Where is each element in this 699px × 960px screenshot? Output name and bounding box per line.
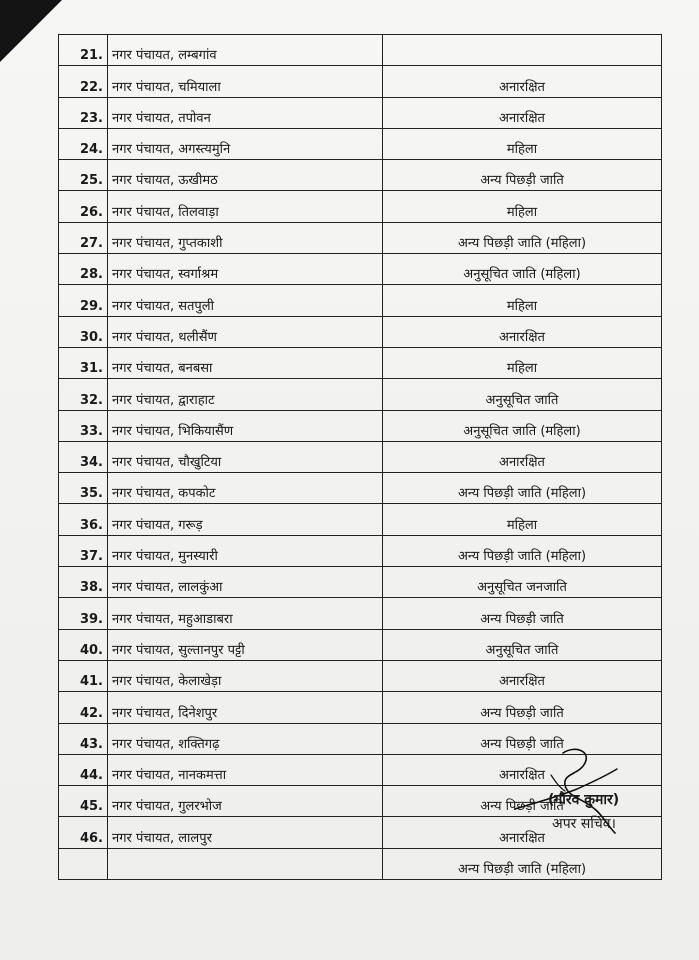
table-row (59, 473, 662, 504)
table-row (59, 66, 662, 97)
table-row (59, 379, 662, 410)
serial-number-cell: 40. (59, 629, 108, 660)
nagar-panchayat-name-cell: नगर पंचायत, थलीसैंण (108, 316, 383, 347)
table-row (59, 598, 662, 629)
table-row (59, 97, 662, 128)
table-row (59, 660, 662, 691)
reservation-category-cell: अनारक्षित (383, 817, 662, 848)
table-row (59, 504, 662, 535)
reservation-category-cell: अनुसूचित जाति (383, 379, 662, 410)
page-corner-fold (0, 0, 62, 62)
nagar-panchayat-name-cell: नगर पंचायत, ऊखीमठ (108, 160, 383, 191)
nagar-panchayat-name-cell: नगर पंचायत, लालकुंआ (108, 567, 383, 598)
table-row (59, 254, 662, 285)
reservation-category-cell: अनुसूचित जाति (महिला) (383, 254, 662, 285)
serial-number-cell: 35. (59, 473, 108, 504)
reservation-category-cell: अन्य पिछड़ी जाति (383, 786, 662, 817)
nagar-panchayat-name-cell: नगर पंचायत, सुल्तानपुर पट्टी (108, 629, 383, 660)
nagar-panchayat-name-cell: नगर पंचायत, गुलरभोज (108, 786, 383, 817)
nagar-panchayat-name-cell (108, 848, 383, 879)
nagar-panchayat-name-cell: नगर पंचायत, नानकमत्ता (108, 754, 383, 785)
serial-number-cell: 22. (59, 66, 108, 97)
reservation-category-cell: अनुसूचित जाति (महिला) (383, 410, 662, 441)
nagar-panchayat-name-cell: नगर पंचायत, बनबसा (108, 347, 383, 378)
serial-number-cell: 28. (59, 254, 108, 285)
serial-number-cell: 37. (59, 535, 108, 566)
nagar-panchayat-name-cell: नगर पंचायत, कपकोट (108, 473, 383, 504)
nagar-panchayat-name-cell: नगर पंचायत, गरूड़ (108, 504, 383, 535)
serial-number-cell: 32. (59, 379, 108, 410)
table-row (59, 347, 662, 378)
table-row (59, 535, 662, 566)
serial-number-cell: 34. (59, 441, 108, 472)
serial-number-cell: 23. (59, 97, 108, 128)
reservation-category-cell: अन्य पिछड़ी जाति (महिला) (383, 848, 662, 879)
serial-number-cell: 29. (59, 285, 108, 316)
serial-number-cell: 31. (59, 347, 108, 378)
serial-number-cell: 41. (59, 660, 108, 691)
table-row (59, 410, 662, 441)
serial-number-cell: 33. (59, 410, 108, 441)
table-row (59, 567, 662, 598)
serial-number-cell: 26. (59, 191, 108, 222)
nagar-panchayat-name-cell: नगर पंचायत, लम्बगांव (108, 35, 383, 66)
serial-number-cell: 36. (59, 504, 108, 535)
reservation-category-cell: महिला (383, 285, 662, 316)
reservation-category-cell: अन्य पिछड़ी जाति (महिला) (383, 535, 662, 566)
reservation-category-cell: अनुसूचित जनजाति (383, 567, 662, 598)
serial-number-cell: 45. (59, 786, 108, 817)
reservation-category-cell: अनारक्षित (383, 660, 662, 691)
nagar-panchayat-name-cell: नगर पंचायत, शक्तिगढ़ (108, 723, 383, 754)
nagar-panchayat-name-cell: नगर पंचायत, तिलवाड़ा (108, 191, 383, 222)
nagar-panchayat-name-cell: नगर पंचायत, चमियाला (108, 66, 383, 97)
nagar-panchayat-name-cell: नगर पंचायत, चौखुटिया (108, 441, 383, 472)
nagar-panchayat-name-cell: नगर पंचायत, द्वाराहाट (108, 379, 383, 410)
table-row (59, 35, 662, 66)
nagar-panchayat-name-cell: नगर पंचायत, केलाखेड़ा (108, 660, 383, 691)
serial-number-cell: 43. (59, 723, 108, 754)
nagar-panchayat-name-cell: नगर पंचायत, दिनेशपुर (108, 692, 383, 723)
nagar-panchayat-name-cell: नगर पंचायत, स्वर्गाश्रम (108, 254, 383, 285)
nagar-panchayat-name-cell: नगर पंचायत, अगस्त्यमुनि (108, 128, 383, 159)
reservation-category-cell: अन्य पिछड़ी जाति (महिला) (383, 473, 662, 504)
nagar-panchayat-name-cell: नगर पंचायत, सतपुली (108, 285, 383, 316)
serial-number-cell: 30. (59, 316, 108, 347)
reservation-category-cell: अनुसूचित जाति (383, 629, 662, 660)
reservation-category-cell: अनारक्षित (383, 441, 662, 472)
signatory-name: (गौरव कुमार) (548, 792, 620, 808)
table-row (59, 629, 662, 660)
table-row (59, 441, 662, 472)
nagar-panchayat-name-cell: नगर पंचायत, भिकियासैंण (108, 410, 383, 441)
serial-number-cell: 46. (59, 817, 108, 848)
table-row (59, 692, 662, 723)
reservation-category-cell: अन्य पिछड़ी जाति (383, 723, 662, 754)
reservation-category-cell: अन्य पिछड़ी जाति (383, 598, 662, 629)
table-row (59, 285, 662, 316)
reservation-category-cell: अनारक्षित (383, 316, 662, 347)
table-row (59, 160, 662, 191)
reservation-category-cell: अनारक्षित (383, 97, 662, 128)
reservation-category-cell (383, 35, 662, 66)
nagar-panchayat-name-cell: नगर पंचायत, लालपुर (108, 817, 383, 848)
serial-number-cell: 25. (59, 160, 108, 191)
reservation-category-cell: महिला (383, 504, 662, 535)
serial-number-cell: 39. (59, 598, 108, 629)
table-row (59, 222, 662, 253)
serial-number-cell: 38. (59, 567, 108, 598)
nagar-panchayat-name-cell: नगर पंचायत, महुआडाबरा (108, 598, 383, 629)
table-row (59, 848, 662, 879)
serial-number-cell: 27. (59, 222, 108, 253)
reservation-category-cell: अन्य पिछड़ी जाति (383, 692, 662, 723)
serial-number-cell: 42. (59, 692, 108, 723)
reservation-category-cell: महिला (383, 347, 662, 378)
reservation-category-cell: अन्य पिछड़ी जाति (महिला) (383, 222, 662, 253)
serial-number-cell: 24. (59, 128, 108, 159)
table-row (59, 316, 662, 347)
serial-number-cell: 21. (59, 35, 108, 66)
reservation-category-cell: अनारक्षित (383, 66, 662, 97)
serial-number-cell (59, 848, 108, 879)
signatory-title: अपर सचिव। (552, 816, 616, 832)
nagar-panchayat-name-cell: नगर पंचायत, मुनस्यारी (108, 535, 383, 566)
reservation-category-cell: अनारक्षित (383, 754, 662, 785)
table-row (59, 191, 662, 222)
table-row (59, 128, 662, 159)
nagar-panchayat-name-cell: नगर पंचायत, गुप्तकाशी (108, 222, 383, 253)
reservation-category-cell: अन्य पिछड़ी जाति (383, 160, 662, 191)
reservation-category-cell: महिला (383, 191, 662, 222)
nagar-panchayat-name-cell: नगर पंचायत, तपोवन (108, 97, 383, 128)
reservation-category-cell: महिला (383, 128, 662, 159)
serial-number-cell: 44. (59, 754, 108, 785)
